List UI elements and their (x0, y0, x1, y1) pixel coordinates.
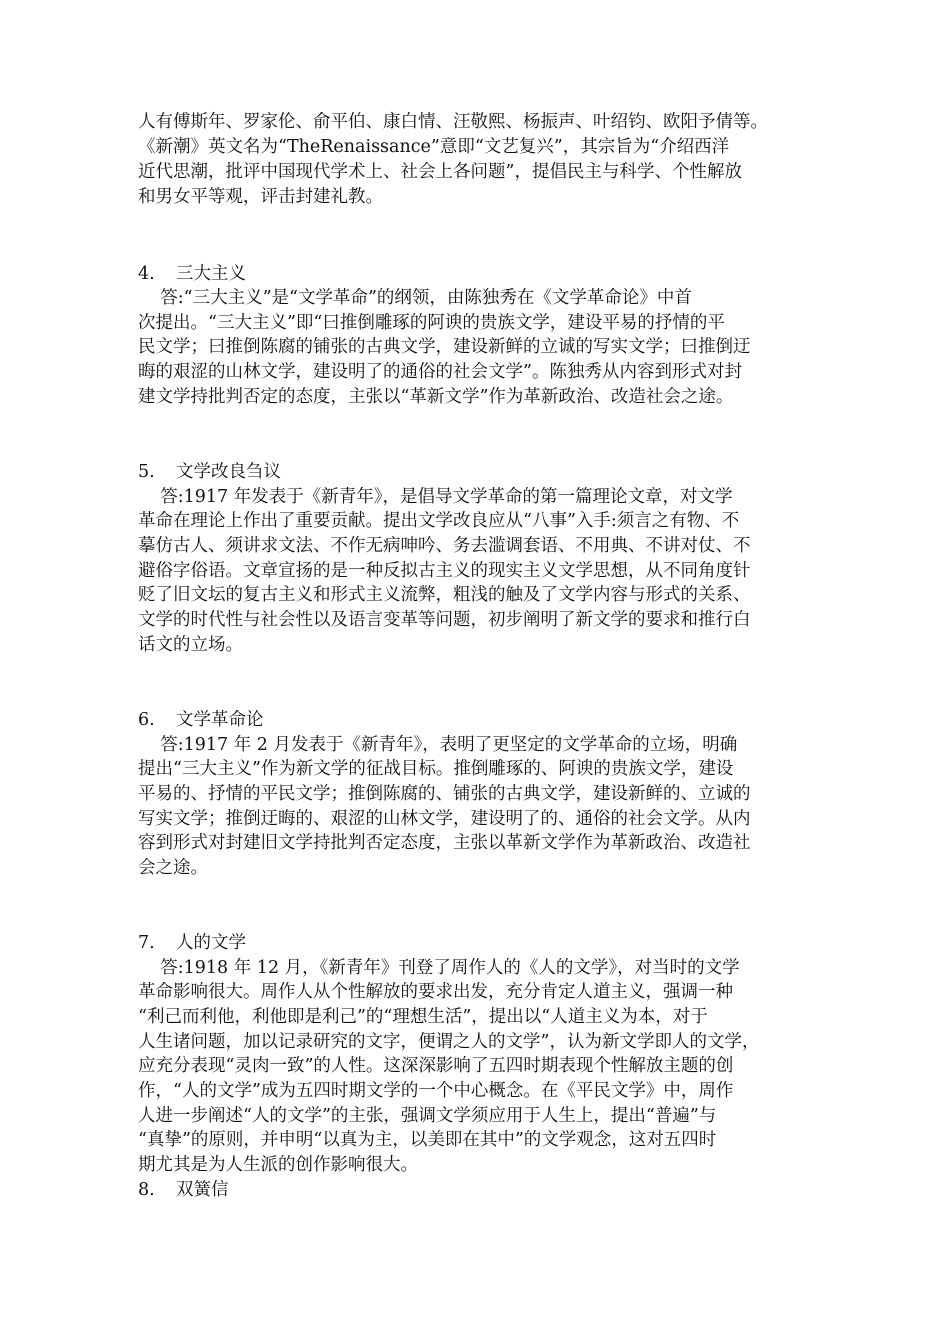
section-line: 答:“三大主义”是“文学革命”的纲领，由陈独秀在《文学革命论》中首 (138, 288, 692, 308)
section-heading (138, 262, 246, 287)
section-line: 答:1917 年 2 月发表于《新青年》，表明了更坚定的文学革命的立场，明确 (138, 735, 738, 755)
intro-line: 近代思潮，批评中国现代学术上、社会上各问题”，提倡民主与科学、个性解放 (138, 162, 742, 182)
section-line: 文学的时代性与社会性以及语言变革等问题，初步阐明了新文学的要求和推行白 (138, 610, 751, 630)
section-line: 晦的艰涩的山林文学，建设明了的通俗的社会文学”。陈独秀从内容到形式对封 (138, 362, 742, 382)
section-title: 三大主义 (176, 264, 246, 284)
section-line: 答:1917 年发表于《新青年》，是倡导文学革命的第一篇理论文章，对文学 (138, 487, 733, 507)
section-line: 革命影响很大。周作人从个性解放的要求出发，充分肯定人道主义，强调一种 (138, 982, 733, 1002)
section-title: 文学改良刍议 (176, 462, 281, 482)
section-title: 文学革命论 (176, 710, 264, 730)
section-heading (138, 708, 264, 733)
section-title: 双簧信 (176, 1180, 229, 1200)
section-line: 人进一步阐述“人的文学”的主张，强调文学须应用于人生上，提出“普遍”与 (138, 1106, 717, 1126)
section-line: 摹仿古人、须讲求文法、不作无病呻吟、务去滥调套语、不用典、不讲对仗、不 (138, 536, 751, 556)
section-heading (138, 1178, 229, 1203)
section-number: 4. (138, 264, 155, 284)
section-number: 7. (138, 933, 155, 953)
section-line: 期尤其是为人生派的创作影响很大。 (138, 1155, 418, 1175)
section-line: 应充分表现“灵肉一致”的人性。这深深影响了五四时期表现个性解放主题的创 (138, 1056, 734, 1076)
section-heading (138, 460, 281, 485)
section-line: 次提出。“三大主义”即“曰推倒雕琢的阿谀的贵族文学，建设平易的抒情的平 (138, 313, 725, 333)
section-line: 写实文学；推倒迂晦的、艰涩的山林文学，建设明了的、通俗的社会文学。从内 (138, 809, 751, 829)
section-line: 提出“三大主义”作为新文学的征战目标。推倒雕琢的、阿谀的贵族文学，建设 (138, 759, 734, 779)
intro-line: 《新潮》英文名为“TheRenaissance”意即“文艺复兴”，其宗旨为“介绍西洋 (138, 137, 730, 157)
section-line: 话文的立场。 (138, 635, 243, 655)
section-heading (138, 931, 246, 956)
section-number: 5. (138, 462, 155, 482)
section-line: 贬了旧文坛的复古主义和形式主义流弊，粗浅的触及了文学内容与形式的关系、 (138, 585, 751, 605)
section-number: 6. (138, 710, 155, 730)
section-number: 8. (138, 1180, 155, 1200)
section-line: “利己而利他，利他即是利己”的“理想生活”，提出以“人道主义为本，对于 (138, 1007, 708, 1027)
intro-line: 人有傅斯年、罗家伦、俞平伯、康白情、汪敬熙、杨振声、叶绍钧、欧阳予倩等。 (138, 112, 768, 132)
section-line: “真挚”的原则，并申明“以真为主，以美即在其中”的文学观念，这对五四时 (138, 1130, 717, 1150)
section-line: 民文学；曰推倒陈腐的铺张的古典文学，建设新鲜的立诚的写实文学；曰推倒迂 (138, 337, 751, 357)
section-line: 平易的、抒情的平民文学；推倒陈腐的、铺张的古典文学，建设新鲜的、立诚的 (138, 784, 751, 804)
section-line: 人生诸问题，加以记录研究的文字，便谓之人的文学”，认为新文学即人的文学， (138, 1032, 760, 1052)
section-line: 革命在理论上作出了重要贡献。提出文学改良应从“八事”入手:须言之有物、不 (138, 511, 740, 531)
section-line: 作，“人的文学”成为五四时期文学的一个中心概念。在《平民文学》中，周作 (138, 1081, 734, 1101)
section-title: 人的文学 (176, 933, 246, 953)
section-line: 答:1918 年 12 月，《新青年》刊登了周作人的《人的文学》，对当时的文学 (138, 958, 740, 978)
intro-line: 和男女平等观，评击封建礼教。 (138, 187, 383, 207)
section-line: 容到形式对封建旧文学持批判否定态度，主张以革新文学作为革新政治、改造社 (138, 833, 751, 853)
section-line: 避俗字俗语。文章宣扬的是一种反拟古主义的现实主义文学思想，从不同角度针 (138, 561, 751, 581)
section-line: 会之途。 (138, 858, 208, 878)
section-line: 建文学持批判否定的态度，主张以“革新文学”作为革新政治、改造社会之途。 (138, 387, 734, 407)
